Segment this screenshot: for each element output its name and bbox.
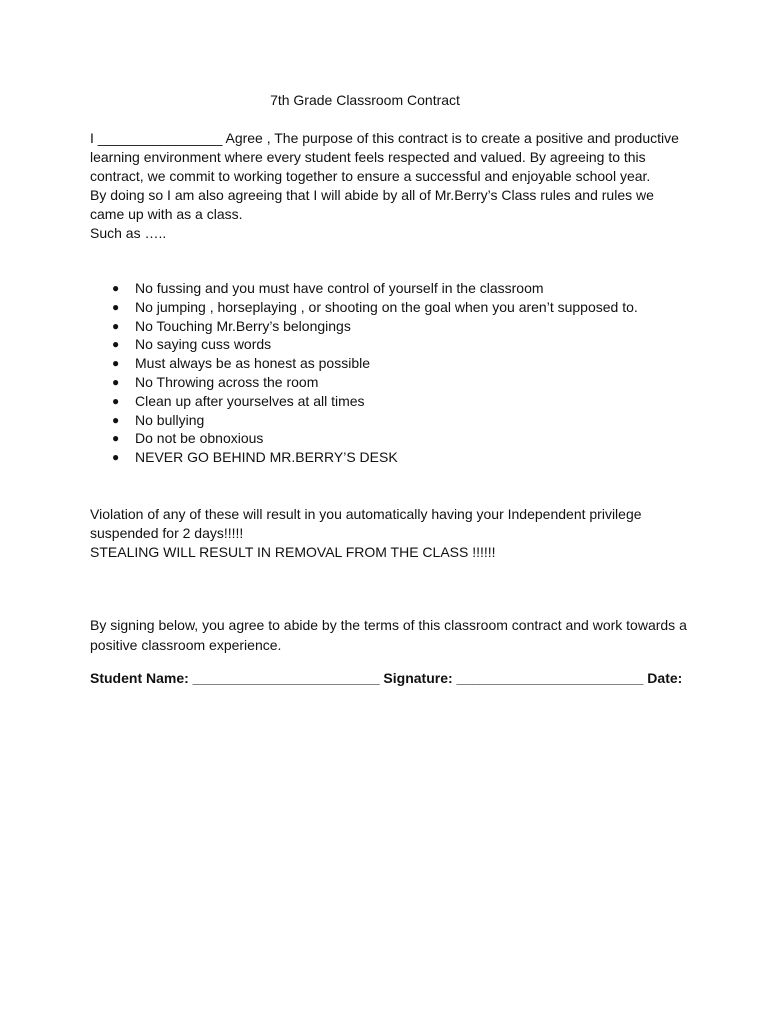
list-item: [90, 317, 690, 336]
list-item: [90, 411, 690, 430]
list-item: [90, 298, 690, 317]
list-item: [90, 448, 690, 467]
bullet-icon: ●: [112, 356, 120, 371]
list-item: [90, 279, 690, 298]
bullet-icon: ●: [112, 318, 120, 333]
document-title: 7th Grade Classroom Contract: [270, 92, 460, 108]
rule-text: Clean up after yourselves at all times: [135, 392, 365, 409]
signature-line: Student Name: ________________________ Signature: ________________________ Date:: [90, 670, 683, 686]
list-item: [90, 335, 690, 354]
rule-text: No jumping , horseplaying , or shooting on the goal when you aren’t supposed to.: [135, 298, 638, 315]
rule-text: No saying cuss words: [135, 336, 272, 353]
rule-text: NEVER GO BEHIND MR.BERRY’S DESK: [135, 449, 398, 466]
list-item: [90, 392, 690, 411]
bullet-icon: ●: [112, 374, 120, 389]
list-item: [90, 373, 690, 392]
rule-text: No bullying: [135, 411, 205, 428]
rule-text: No Throwing across the room: [135, 373, 319, 390]
rule-text: No fussing and you must have control of yourself in the classroom: [135, 280, 544, 296]
list-item: [90, 354, 690, 373]
bullet-icon: ●: [112, 393, 120, 408]
list-item: [90, 429, 690, 448]
bullet-icon: ●: [112, 281, 120, 295]
violation-paragraph: Violation of any of these will result in you automatically having your Independent privilege suspended for 2 days!!!!! STEALING WILL RESULT IN REMOVAL FROM THE CLASS !!!!!!: [90, 506, 642, 560]
bullet-icon: ●: [112, 299, 120, 314]
agreement-paragraph: By signing below, you agree to abide by the terms of this classroom contract and work towards a positive classroom experience.: [90, 617, 687, 653]
bullet-icon: ●: [112, 450, 120, 465]
rule-text: Must always be as honest as possible: [135, 355, 371, 372]
bullet-icon: ●: [112, 412, 120, 427]
rule-text: Do not be obnoxious: [135, 430, 264, 447]
rules-list: [90, 279, 690, 467]
bullet-icon: ●: [112, 431, 120, 446]
rule-text: No Touching Mr.Berry’s belongings: [135, 317, 351, 334]
bullet-icon: ●: [112, 337, 120, 352]
intro-paragraph: I ________________ Agree , The purpose of this contract is to create a positive and productive learning environment where every student feels respected and valued. By agreeing to this contract, we commit to working together to ensure a successful and enjoyable school year. By doing so I am also agreeing that I will abide by all of Mr.Berry’s Class rules and rules we came up with as a class. Such as …..: [90, 130, 679, 241]
